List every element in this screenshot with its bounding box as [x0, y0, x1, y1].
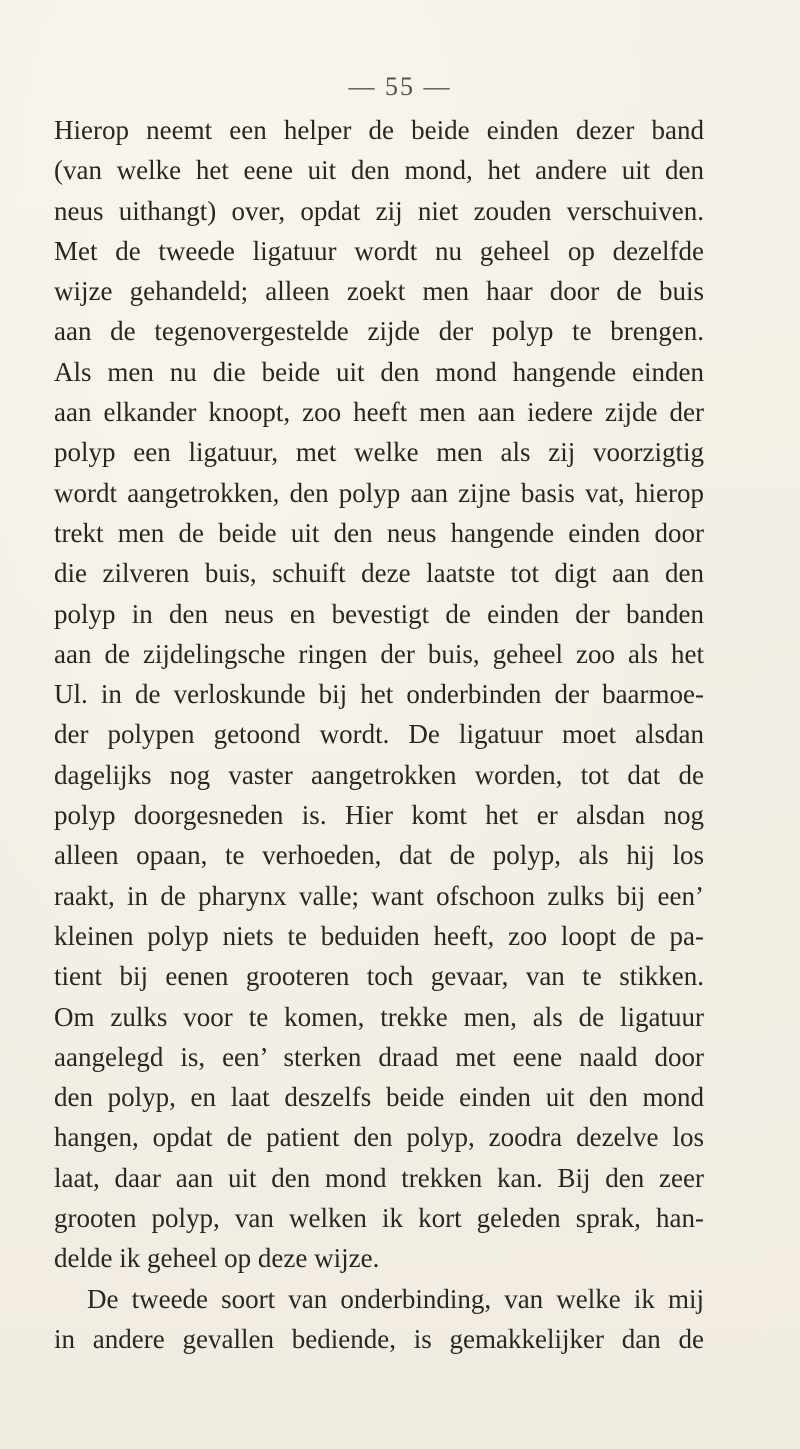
- text-line: polyp doorgesneden is. Hier komt het er alsdan nog: [54, 800, 704, 831]
- text-line: (van welke het eene uit den mond, het andere uit den: [54, 155, 704, 186]
- body-text: [54, 110, 704, 1359]
- text-line: alleen opaan, te verhoeden, dat de polyp, als hij los: [54, 840, 704, 871]
- text-line: aan de tegenovergestelde zijde der polyp te brengen.: [54, 316, 704, 347]
- text-line: aangelegd is, een’ sterken draad met eene naald door: [54, 1041, 704, 1072]
- text-line: dagelijks nog vaster aangetrokken worden, tot dat de: [54, 759, 704, 790]
- page-number: — 55 —: [348, 72, 452, 101]
- text-line: Ul. in de verloskunde bij het onderbinden der baarmoe-: [54, 679, 704, 710]
- text-line: den polyp, en laat deszelfs beide einden uit den mond: [54, 1082, 704, 1113]
- text-line: aan de zijdelingsche ringen der buis, geheel zoo als het: [54, 638, 704, 669]
- text-line: De tweede soort van onderbinding, van welke ik mij: [87, 1283, 704, 1314]
- text-line: in andere gevallen bediende, is gemakkelijker dan de: [54, 1323, 704, 1354]
- text-line: wordt aangetrokken, den polyp aan zijne basis vat, hierop: [54, 477, 704, 508]
- text-line: polyp een ligatuur, met welke men als zij voorzigtig: [54, 437, 704, 468]
- text-line: Hierop neemt een helper de beide einden dezer band: [54, 115, 704, 145]
- text-line: polyp in den neus en bevestigt de einden der banden: [54, 598, 704, 629]
- text-line: kleinen polyp niets te beduiden heeft, zoo loopt de pa-: [54, 920, 704, 951]
- text-line: der polypen getoond wordt. De ligatuur moet alsdan: [54, 719, 704, 750]
- text-line: wijze gehandeld; alleen zoekt men haar door de buis: [54, 276, 704, 307]
- text-line: raakt, in de pharynx valle; want ofschoon zulks bij een’: [54, 880, 704, 911]
- text-line: Met de tweede ligatuur wordt nu geheel op dezelfde: [54, 235, 704, 266]
- text-line: die zilveren buis, schuift deze laatste tot digt aan den: [54, 558, 704, 589]
- text-line: aan elkander knoopt, zoo heeft men aan iedere zijde der: [54, 397, 704, 428]
- text-line: Om zulks voor te komen, trekke men, als de ligatuur: [54, 1001, 704, 1032]
- text-line: laat, daar aan uit den mond trekken kan. Bij den zeer: [54, 1162, 704, 1193]
- text-line: tient bij eenen grooteren toch gevaar, van te stikken.: [54, 961, 704, 992]
- text-line: Als men nu die beide uit den mond hangende einden: [54, 356, 704, 387]
- text-line: trekt men de beide uit den neus hangende einden door: [54, 517, 704, 548]
- text-line: grooten polyp, van welken ik kort geleden sprak, han-: [54, 1203, 704, 1234]
- text-line: hangen, opdat de patient den polyp, zoodra dezelve los: [54, 1122, 704, 1153]
- text-line: delde ik geheel op deze wijze.: [54, 1243, 380, 1274]
- text-line: neus uithangt) over, opdat zij niet zouden verschuiven.: [54, 195, 704, 226]
